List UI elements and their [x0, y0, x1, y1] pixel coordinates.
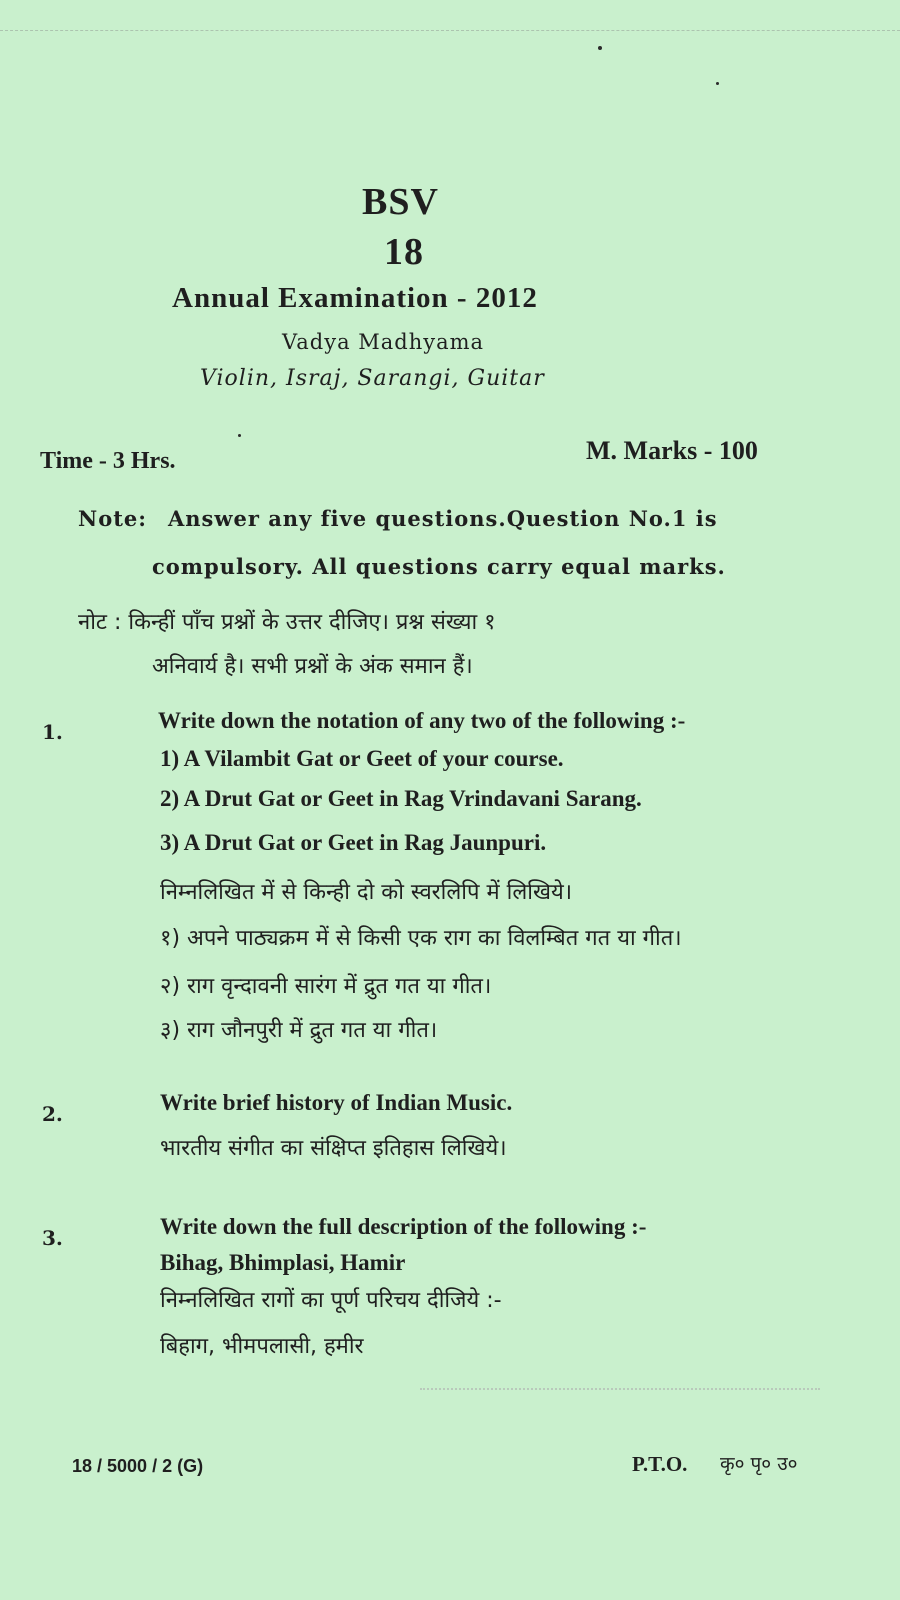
question-1-item-1: 1) A Vilambit Gat or Geet of your course. [160, 746, 564, 771]
paper-code: BSV [362, 181, 439, 223]
time-allowed: Time - 3 Hrs. [40, 448, 176, 474]
question-3-text: Write down the full description of the following :- [160, 1214, 647, 1239]
subject-title: Vadya Madhyama [282, 330, 485, 354]
question-1-hindi: निम्नलिखित में से किन्ही दो को स्वरलिपि में लिखिये। [160, 880, 573, 905]
question-2-text: Write brief history of Indian Music. [160, 1090, 513, 1115]
question-1-number: 1. [42, 720, 63, 744]
top-edge-line [0, 30, 900, 31]
question-1-item-3: 3) A Drut Gat or Geet in Rag Jaunpuri. [160, 830, 547, 855]
question-3-ragas: Bihag, Bhimplasi, Hamir [160, 1250, 406, 1275]
question-1-hindi-item-3: ३) राग जौनपुरी में द्रुत गत या गीत। [160, 1018, 438, 1043]
pto-hindi-label: कृ० पृ० उ० [720, 1453, 798, 1475]
note-hindi-line-1: नोट : किन्हीं पाँच प्रश्नों के उत्तर दीजिए। प्रश्न संख्या १ [78, 610, 496, 635]
question-3-hindi-ragas: बिहाग, भीमपलासी, हमीर [160, 1334, 364, 1359]
question-1-text: Write down the notation of any two of the following :- [158, 708, 686, 733]
question-2-hindi: भारतीय संगीत का संक्षिप्त इतिहास लिखिये। [160, 1136, 507, 1161]
question-3-number: 3. [42, 1226, 63, 1250]
question-1-hindi-item-1: १) अपने पाठ्यक्रम में से किसी एक राग का विलम्बित गत या गीत। [160, 926, 682, 951]
paper-number: 18 [384, 231, 424, 273]
scan-speck [598, 46, 602, 50]
scan-speck [716, 82, 719, 85]
max-marks: M. Marks - 100 [586, 436, 758, 465]
question-3-hindi: निम्नलिखित रागों का पूर्ण परिचय दीजिये :- [160, 1288, 502, 1313]
scan-speck [238, 434, 241, 437]
note-line-2: compulsory. All questions carry equal marks. [152, 554, 726, 579]
footer-print-code: 18 / 5000 / 2 (G) [72, 1456, 204, 1476]
exam-title: Annual Examination - 2012 [172, 282, 538, 314]
pto-label: P.T.O. [632, 1452, 688, 1476]
instruments-line: Violin, Israj, Sarangi, Guitar [200, 366, 545, 391]
print-smudge [420, 1388, 820, 1390]
note-hindi-line-2: अनिवार्य है। सभी प्रश्नों के अंक समान हैं। [152, 654, 473, 679]
question-1-hindi-item-2: २) राग वृन्दावनी सारंग में द्रुत गत या गीत। [160, 974, 492, 999]
note-line-1: Answer any five questions.Question No.1 is [168, 506, 718, 531]
question-2-number: 2. [42, 1102, 63, 1126]
question-1-item-2: 2) A Drut Gat or Geet in Rag Vrindavani Sarang. [160, 786, 642, 811]
note-label: Note: [78, 506, 148, 531]
